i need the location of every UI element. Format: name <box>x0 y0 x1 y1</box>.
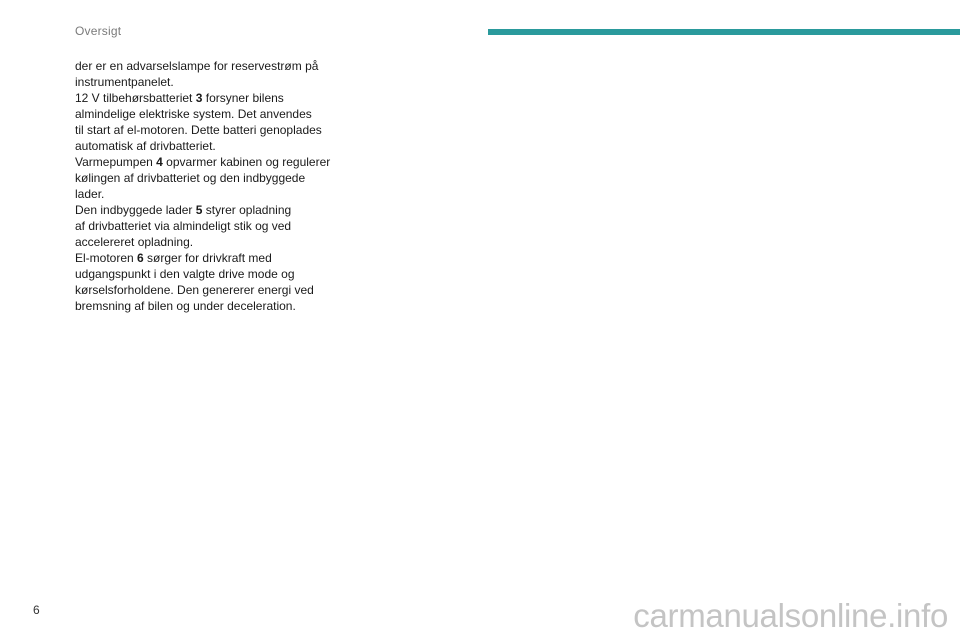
text-run: Den indbyggede lader <box>75 203 196 217</box>
text-run: bremsning af bilen og under deceleration. <box>75 299 296 313</box>
header-accent-bar <box>488 29 960 35</box>
text-run: El-motoren <box>75 251 138 265</box>
text-run: til start af el-motoren. Dette batteri genoplades <box>75 123 322 137</box>
body-paragraph <box>75 90 350 154</box>
callout-number: 6 <box>137 251 144 265</box>
text-run: lader. <box>75 187 105 201</box>
callout-number: 5 <box>195 203 203 217</box>
text-run: styrer opladning <box>202 203 292 217</box>
body-paragraph <box>75 154 350 202</box>
text-run: der er en advarselslampe for reservestrøm på <box>75 59 319 73</box>
text-run: instrumentpanelet. <box>75 75 174 89</box>
text-run: almindelige elektriske system. Det anvendes <box>75 107 312 121</box>
text-run: 12 V tilbehørsbatteriet <box>75 91 196 105</box>
body-paragraph <box>75 202 350 250</box>
page-number: 6 <box>33 603 40 617</box>
text-run: forsyner bilens <box>202 91 284 105</box>
text-run: udgangspunkt i den valgte drive mode og <box>75 267 295 281</box>
watermark: carmanualsonline.info <box>633 597 948 634</box>
text-run: automatisk af drivbatteriet. <box>75 139 216 153</box>
text-run: accelereret opladning. <box>75 235 194 249</box>
section-header: Oversigt <box>75 24 122 38</box>
text-run: Varmepumpen <box>75 155 157 169</box>
body-paragraph <box>75 250 350 314</box>
text-run: af drivbatteriet via almindeligt stik og ved <box>75 219 292 233</box>
callout-number: 3 <box>195 91 203 105</box>
text-run: opvarmer kabinen og regulerer <box>162 155 331 169</box>
body-text-column <box>75 58 350 314</box>
text-run: sørger for drivkraft med <box>143 251 272 265</box>
text-run: kørselsforholdene. Den genererer energi ved <box>75 283 314 297</box>
body-paragraph <box>75 58 350 90</box>
callout-number: 4 <box>156 155 163 169</box>
text-run: kølingen af drivbatteriet og den indbyggede <box>75 171 306 185</box>
